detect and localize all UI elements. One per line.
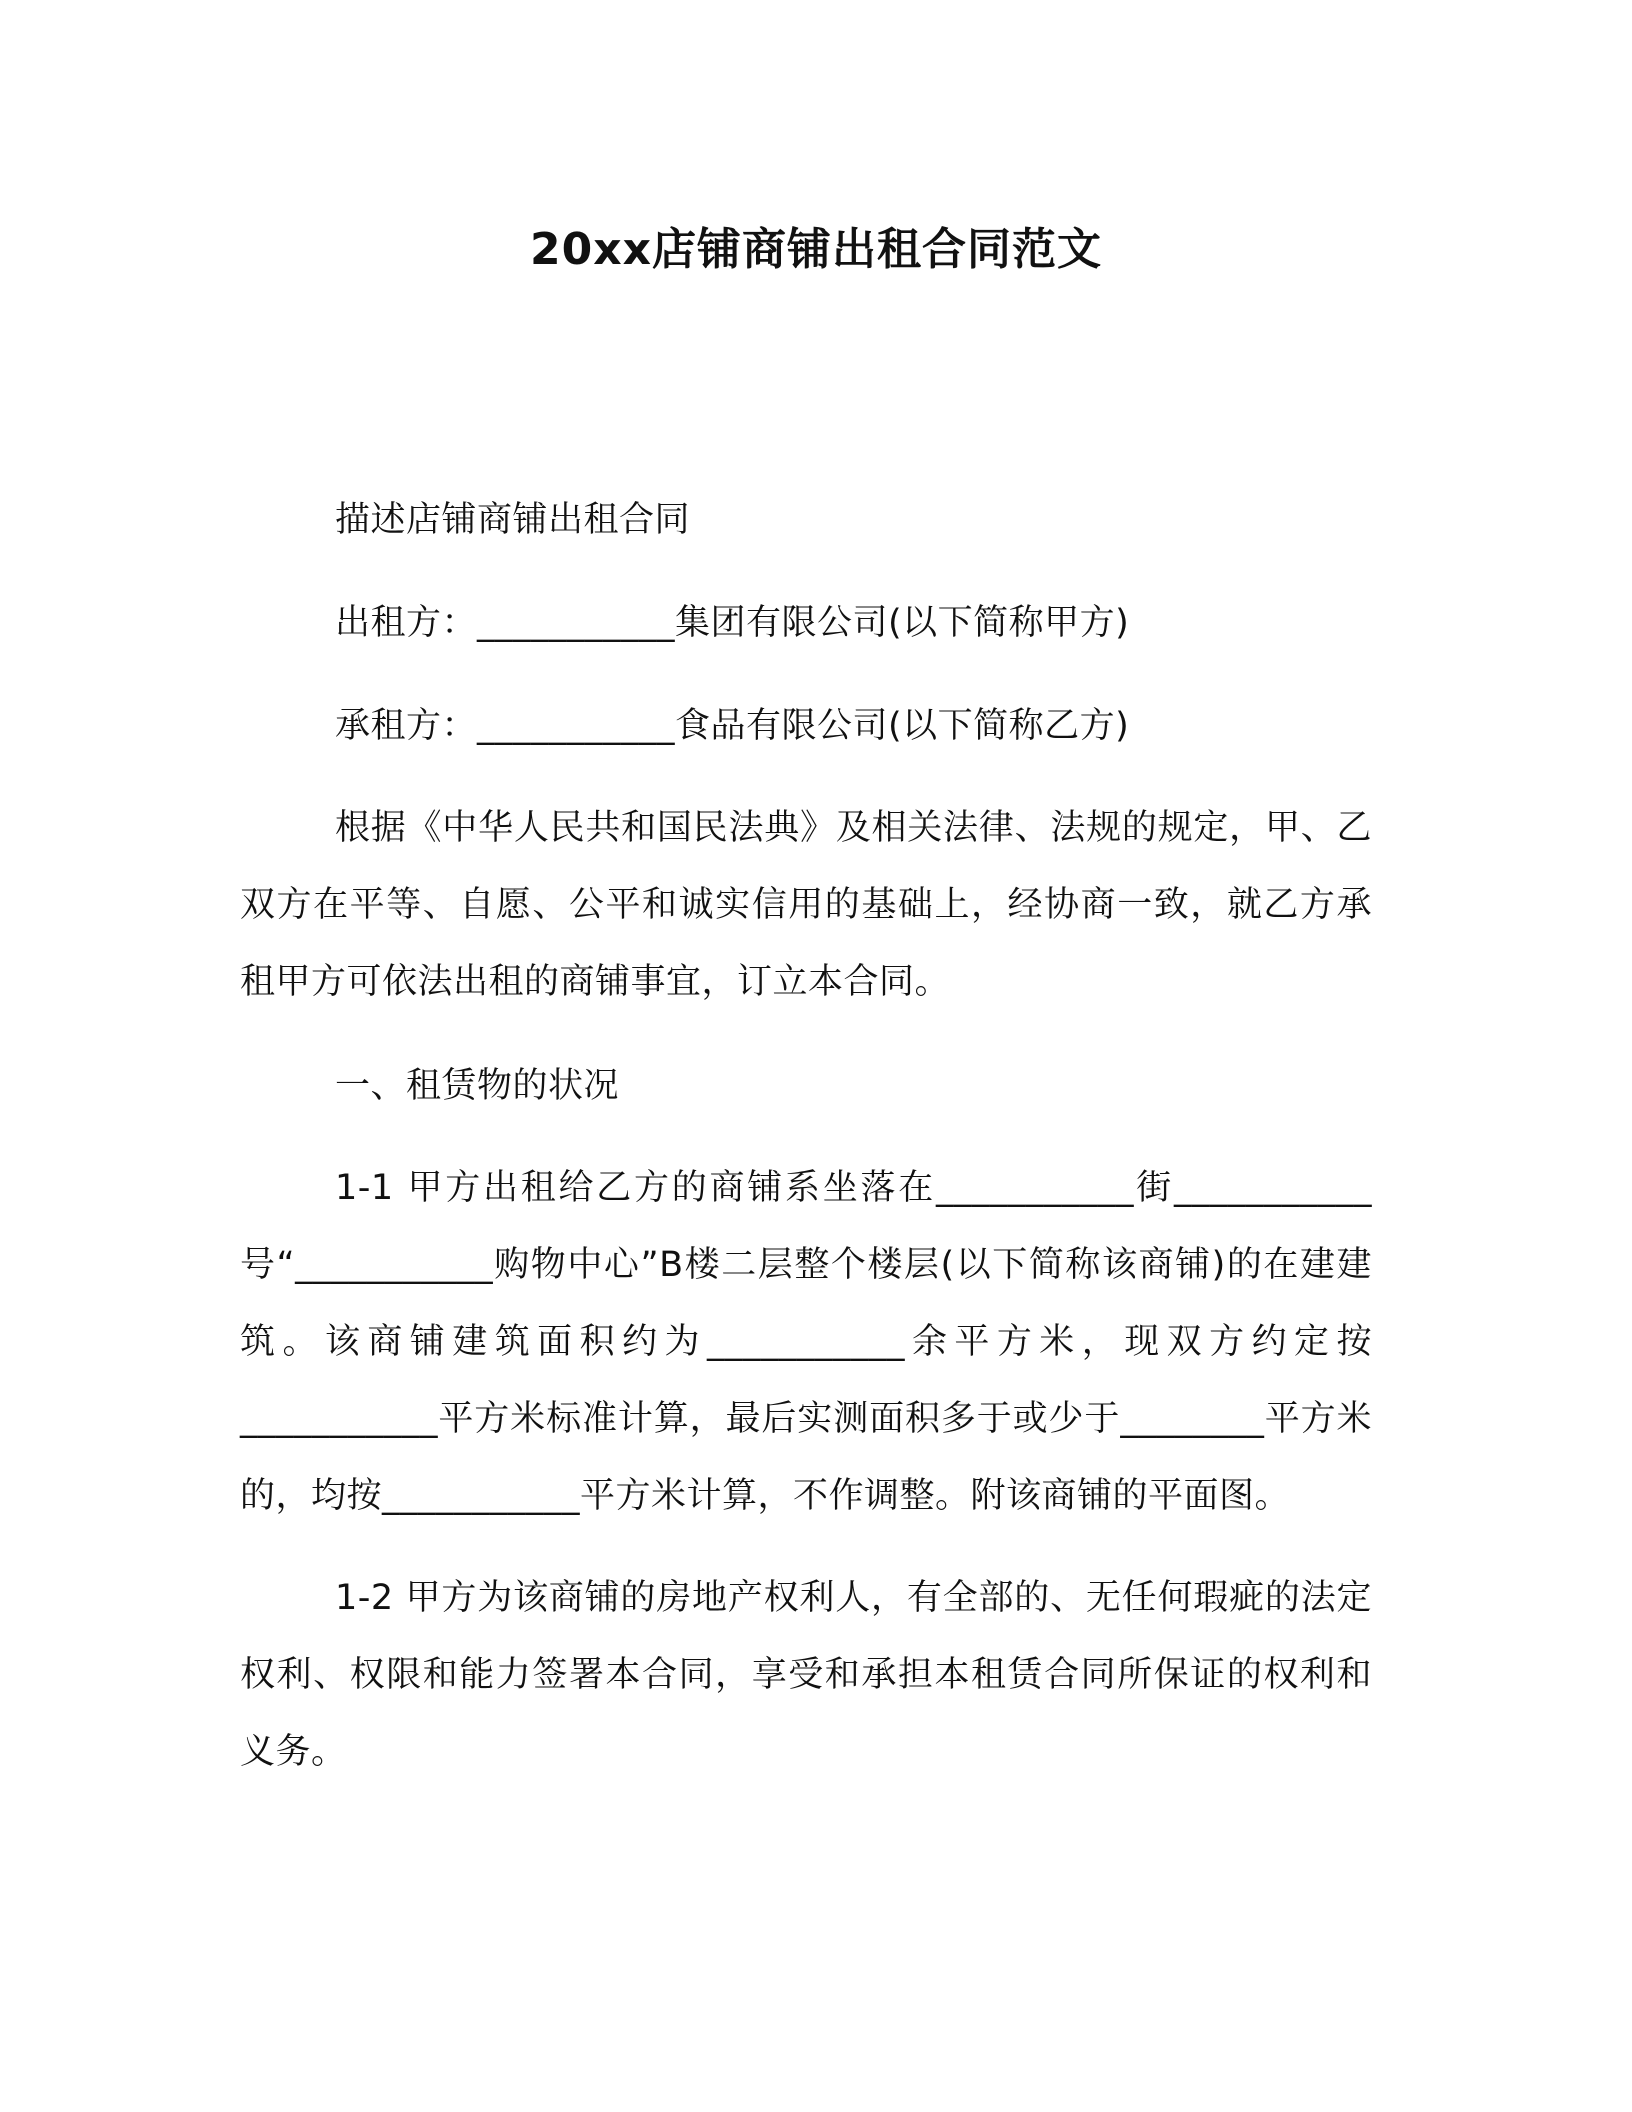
lessee-line: 承租方：___________食品有限公司(以下简称乙方) [335,706,1130,746]
document-subtitle: 描述店铺商铺出租合同 [335,500,691,540]
preamble-paragraph: 根据《中华人民共和国民法典》及相关法律、法规的规定，甲、乙双方在平等、自愿、公平和诚实信用的基础上，经协商一致，就乙方承租甲方可依法出租的商铺事宜，订立本合同。 [240,808,1372,1002]
clause-paragraph: 1-2 甲方为该商铺的房地产权利人，有全部的、无任何瑕疵的法定权利、权限和能力签署本合同，享受和承担本租赁合同所保证的权利和义务。 [240,1578,1372,1772]
lessor-line: 出租方：___________集团有限公司(以下简称甲方) [335,603,1130,643]
document-title: 20xx店铺商铺出租合同范文 [530,224,1102,275]
section-heading: 一、租赁物的状况 [335,1066,620,1106]
clause-paragraph: 1-1 甲方出租给乙方的商铺系坐落在___________街___________号“___________购物中心”B楼二层整个楼层(以下简称该商铺)的在建建筑。该商铺建筑面积约为___________余平方米，现双方约定按___________平方米标准计算，最后实测面积多于或少于________平方米的，均按___________平方米计算，不作调整。附该商铺的平面图。 [240,1168,1372,1516]
